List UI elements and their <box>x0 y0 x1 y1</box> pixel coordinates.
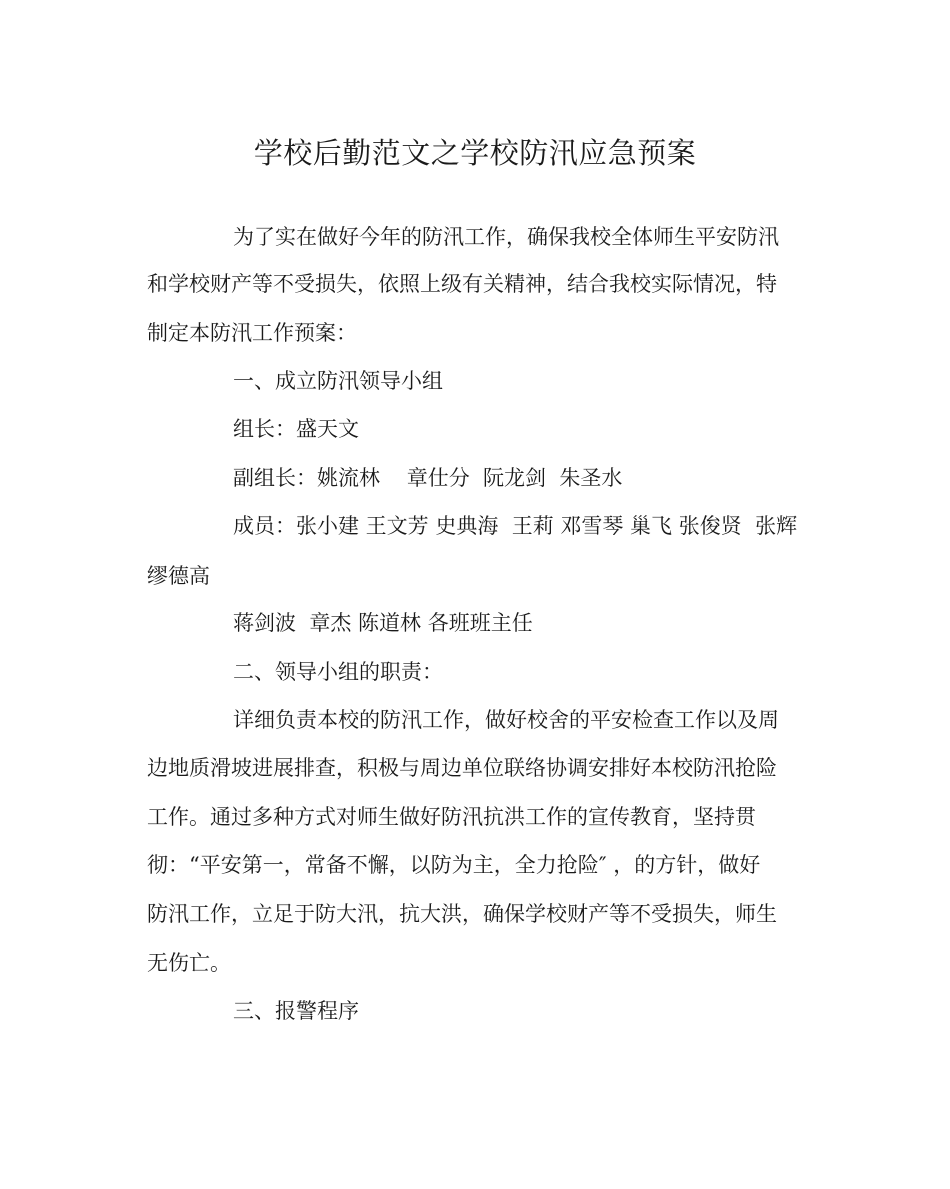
paragraph-line: 边地质滑坡进展排查，积极与周边单位联络协调安排好本校防汛抢险 <box>147 756 777 780</box>
paragraph-line: 防汛工作，立足于防大汛，抗大洪，确保学校财产等不受损失，师生 <box>147 902 777 926</box>
paragraph-line: 制定本防汛工作预案： <box>147 321 357 345</box>
paragraph-line: 彻：“平安第一，常备不懈，以防为主，全力抢险″ ，的方针，做好 <box>147 853 761 877</box>
section-heading: 一、成立防汛领导小组 <box>233 369 443 393</box>
paragraph-line: 无伤亡。 <box>147 951 231 975</box>
list-item: 缪德高 <box>147 564 210 588</box>
list-item: 蒋剑波 章杰 陈道林 各班班主任 <box>233 611 533 635</box>
paragraph-line: 详细负责本校的防汛工作，做好校舍的平安检查工作以及周 <box>233 708 779 732</box>
list-item: 组长：盛天文 <box>233 417 359 441</box>
list-item: 副组长：姚流林 章仕分 阮龙剑 朱圣水 <box>233 466 623 490</box>
paragraph-line: 为了实在做好今年的防汛工作，确保我校全体师生平安防汛 <box>233 225 779 249</box>
paragraph-line: 和学校财产等不受损失，依照上级有关精神，结合我校实际情况，特 <box>147 272 777 296</box>
section-heading: 三、报警程序 <box>233 999 359 1023</box>
list-item: 成员：张小建 王文芳 史典海 王莉 邓雪琴 巢飞 张俊贤 张辉 <box>233 514 798 538</box>
document-title: 学校后勤范文之学校防汛应急预案 <box>253 136 697 170</box>
paragraph-line: 工作。通过多种方式对师生做好防汛抗洪工作的宣传教育，坚持贯 <box>147 805 756 829</box>
section-heading: 二、领导小组的职责： <box>233 660 443 684</box>
